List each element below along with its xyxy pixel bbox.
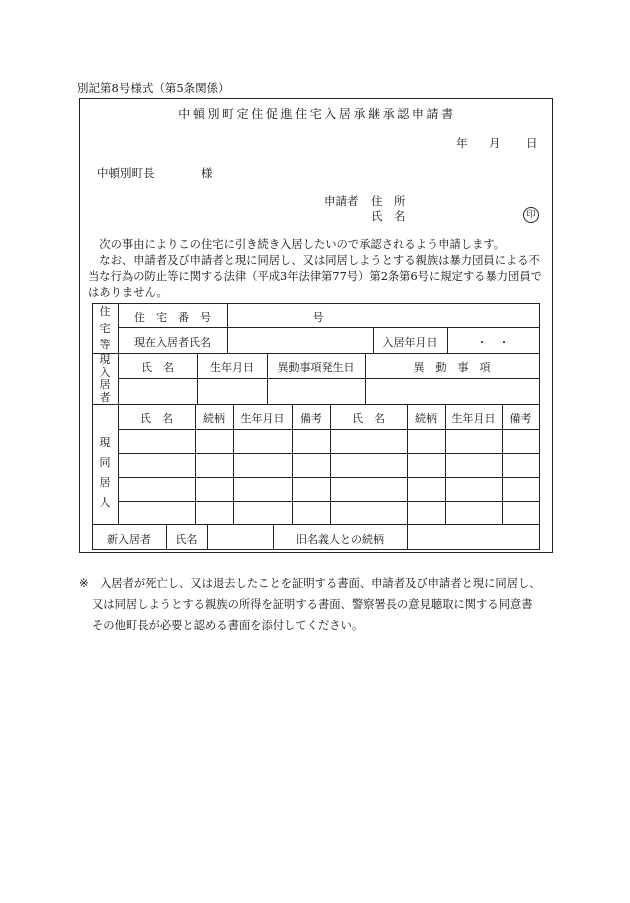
cohab-relation-header-1: 続柄 [203, 412, 225, 425]
cohab-birthdate-header-1: 生年月日 [240, 412, 285, 425]
current-birthdate-header: 生年月日 [210, 361, 254, 374]
cohab-remarks-header-2: 備考 [509, 412, 532, 425]
seal-mark: 印 [523, 207, 539, 223]
application-form [79, 98, 553, 553]
date-day: 日 [526, 136, 538, 150]
cohab-name-header-2: 氏 名 [352, 412, 385, 425]
note-line-3: その他町長が必要と認める書面を添付してください。 [92, 619, 364, 632]
honorific: 様 [201, 166, 213, 180]
housing-number-label: 住 宅 番 号 [134, 311, 211, 324]
change-date-header: 異動事項発生日 [277, 361, 355, 374]
new-resident-name-label: 氏名 [175, 533, 198, 546]
current-name-header: 氏 名 [141, 361, 174, 374]
details-table [92, 303, 540, 550]
request-statement: 次の事由によりこの住宅に引き続き入居したいので承認されるよう申請します。 [88, 238, 506, 251]
current-occupant-label: 現在入居者氏名 [134, 336, 211, 349]
note-line-2: 又は同居しようとする親族の所得を証明する書面、警察署長の意見聴取に関する同意書 [92, 598, 533, 611]
form-number-label: 別記第8号様式（第5条関係） [77, 81, 230, 95]
addressee: 中頓別町長 [97, 166, 155, 180]
cohab-relation-header-2: 続柄 [415, 412, 437, 425]
move-in-date-value: ・ ・ [476, 336, 510, 349]
current-resident-header: 現 入 居 者 [99, 353, 111, 404]
date-month: 月 [489, 136, 501, 150]
cohabitants-header: 現 同 居 人 [99, 436, 111, 509]
housing-number-unit: 号 [312, 311, 324, 324]
new-resident-label: 新入居者 [107, 533, 151, 546]
declaration-statement: なお、申請者及び申請者と現に同居し、又は同居しようとする親族は暴力団員による不当な行為の防止等に関する法律（平成3年法律第77号）第2条第6号に規定する暴力団員ではありません。 [88, 254, 542, 299]
applicant-label: 申請者 [324, 194, 359, 208]
note-line-1: 入居者が死亡し、又は退去したことを証明する書面、申請者及び申請者と現に同居し、 [100, 577, 541, 590]
applicant-address-label: 住 所 [371, 194, 406, 208]
date-year: 年 [456, 136, 468, 150]
change-matter-header: 異 動 事 項 [413, 361, 491, 374]
move-in-date-label: 入居年月日 [382, 336, 438, 349]
housing-header: 住 宅 等 [99, 305, 111, 351]
note-mark: ※ [79, 577, 89, 590]
cohab-name-header-1: 氏 名 [140, 412, 173, 425]
relation-to-former-holder-label: 旧名義人との続柄 [296, 533, 384, 546]
applicant-name-label: 氏 名 [371, 209, 406, 223]
cohab-remarks-header-1: 備考 [300, 412, 322, 425]
cohab-birthdate-header-2: 生年月日 [451, 412, 496, 425]
form-title: 中頓別町定住促進住宅入居承継承認申請書 [178, 107, 456, 121]
